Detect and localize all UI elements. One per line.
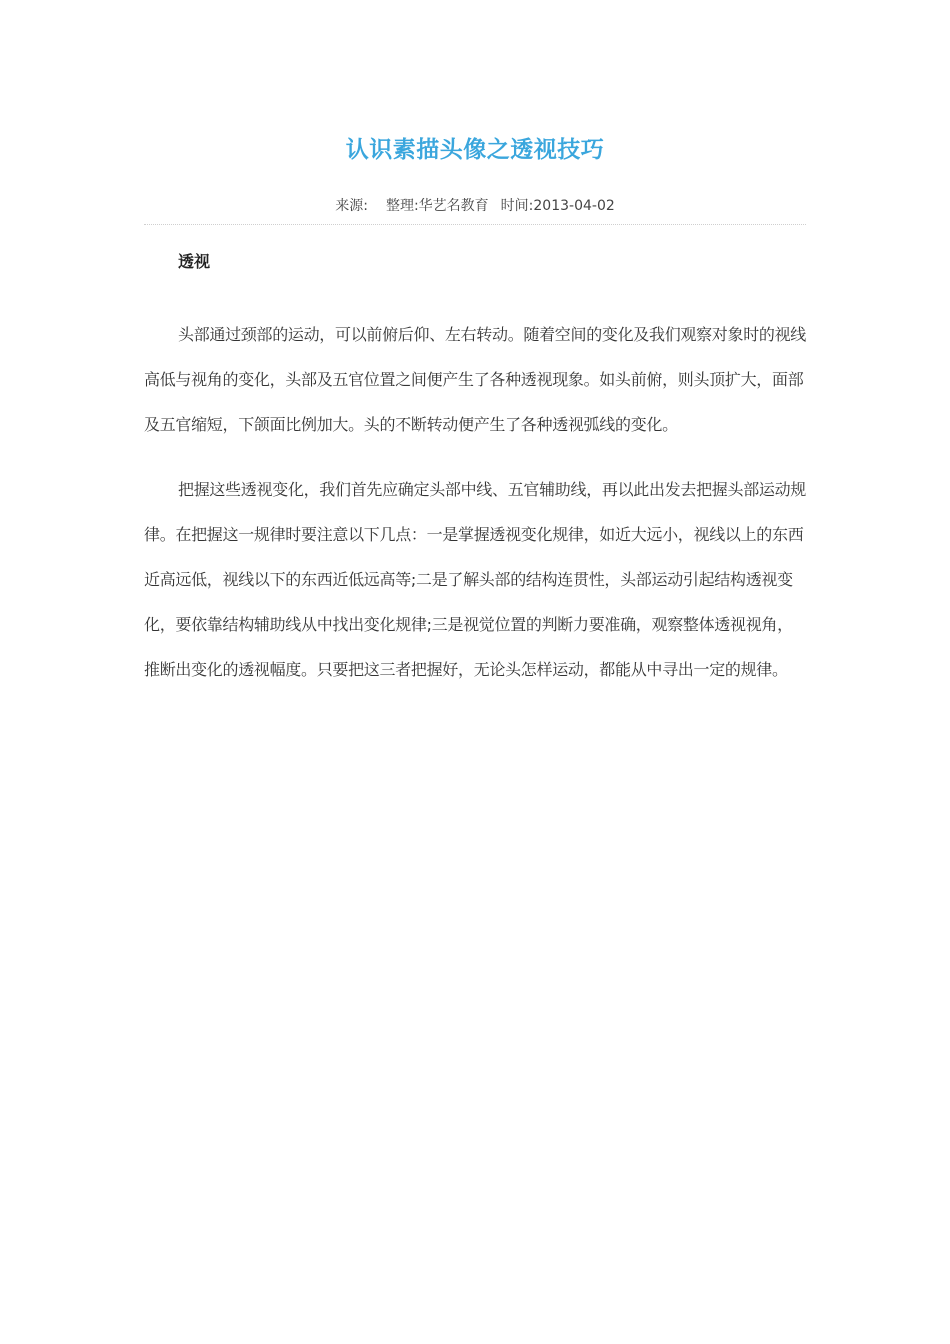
section-heading: 透视 bbox=[178, 252, 211, 271]
article-meta bbox=[144, 196, 806, 216]
paragraph-2: 把握这些透视变化，我们首先应确定头部中线、五官辅助线，再以此出发去把握头部运动规律。在把握这一规律时要注意以下几点：一是掌握透视变化规律，如近大远小，视线以上的东西近高远低，视线以下的东西近低远高等;二是了解头部的结构连贯性，头部运动引起结构透视变化，要依靠结构辅助线从中找出变化规律;三是视觉位置的判断力要准确，观察整体透视视角，推断出变化的透视幅度。只要把这三者把握好，无论头怎样运动，都能从中寻出一定的规律。 bbox=[144, 480, 807, 679]
source-label: 来源: bbox=[335, 198, 368, 214]
editor-label: 整理: bbox=[385, 198, 419, 214]
article-title: 认识素描头像之透视技巧 bbox=[345, 137, 605, 163]
editor-value: 华艺名教育 bbox=[418, 198, 489, 214]
paragraph-1: 头部通过颈部的运动，可以前俯后仰、左右转动。随着空间的变化及我们观察对象时的视线高低与视角的变化，头部及五官位置之间便产生了各种透视现象。如头前俯，则头顶扩大，面部及五官缩短，下颌面比例加大。头的不断转动便产生了各种透视弧线的变化。 bbox=[144, 325, 807, 434]
meta-divider bbox=[144, 224, 806, 225]
article bbox=[144, 132, 806, 692]
time-label: 时间: bbox=[500, 198, 534, 214]
time-value: 2013-04-02 bbox=[533, 198, 615, 214]
article-content bbox=[144, 249, 806, 692]
